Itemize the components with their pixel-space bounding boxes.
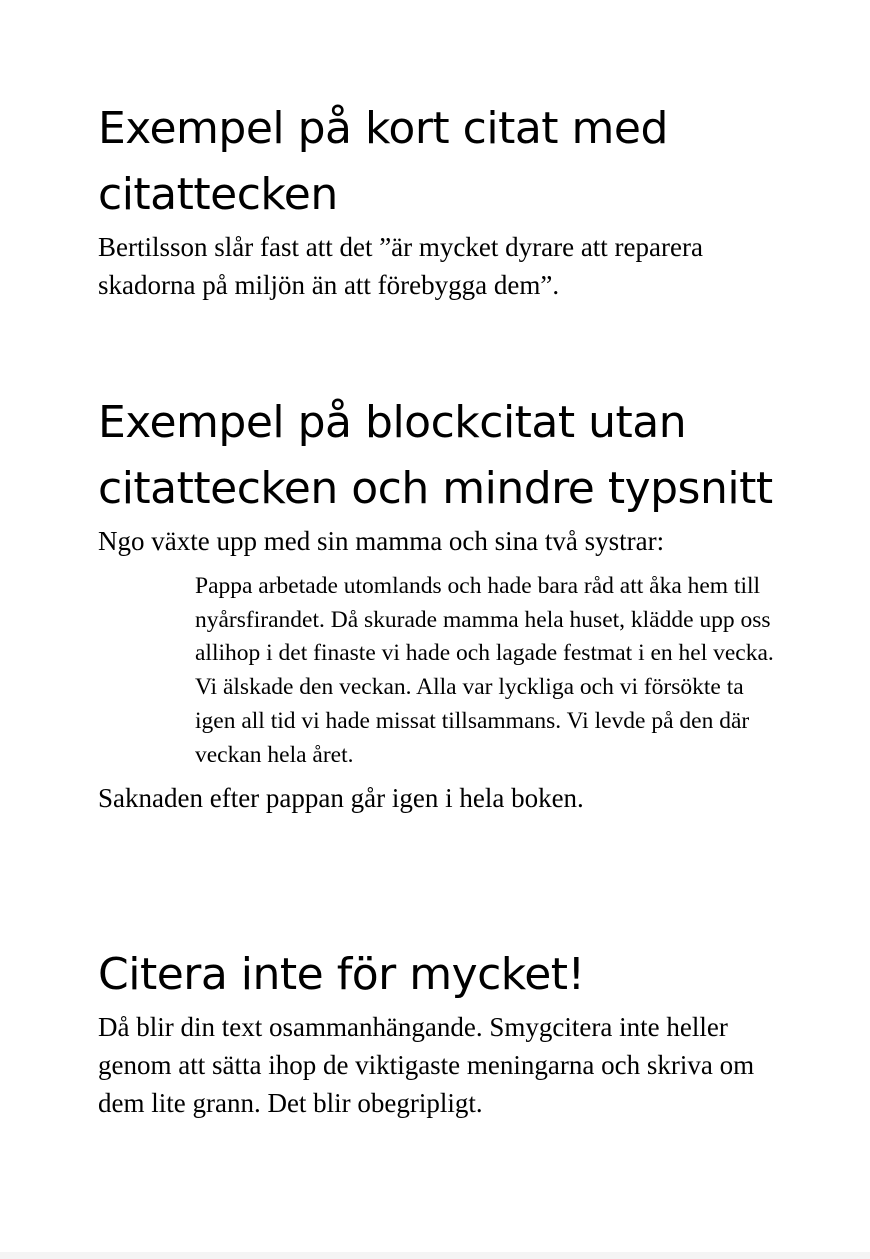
after-paragraph: Saknaden efter pappan går igen i hela boken. bbox=[98, 783, 584, 814]
section-dont-over-quote bbox=[98, 942, 778, 1122]
section-heading: Citera inte för mycket! bbox=[98, 949, 585, 1000]
block-quote: Pappa arbetade utomlands och hade bara råd att åka hem till nyårsfirandet. Då skurade mamma hela huset, klädde upp oss allihop i det finaste vi hade och lagade festmat i en hel vecka. Vi älskade den veckan. Alla var lyckliga och vi försökte ta igen all tid vi hade missat tillsammans. Vi levde på den där veckan hela året. bbox=[195, 573, 774, 768]
section-block-quote bbox=[98, 390, 778, 817]
body-paragraph: Då blir din text osammanhängande. Smygcitera inte heller genom att sätta ihop de viktigaste meningarna och skriva om dem lite grann. Det blir obegripligt. bbox=[98, 1012, 755, 1118]
section-heading: Exempel på blockcitat utan citattecken och mindre typsnitt bbox=[98, 397, 773, 514]
section-heading: Exempel på kort citat med citattecken bbox=[98, 103, 668, 220]
intro-paragraph: Ngo växte upp med sin mamma och sina två systrar: bbox=[98, 526, 665, 556]
section-short-quote bbox=[98, 96, 778, 304]
body-paragraph: Bertilsson slår fast att det ”är mycket dyrare att reparera skadorna på miljön än att förebygga dem”. bbox=[98, 232, 703, 300]
